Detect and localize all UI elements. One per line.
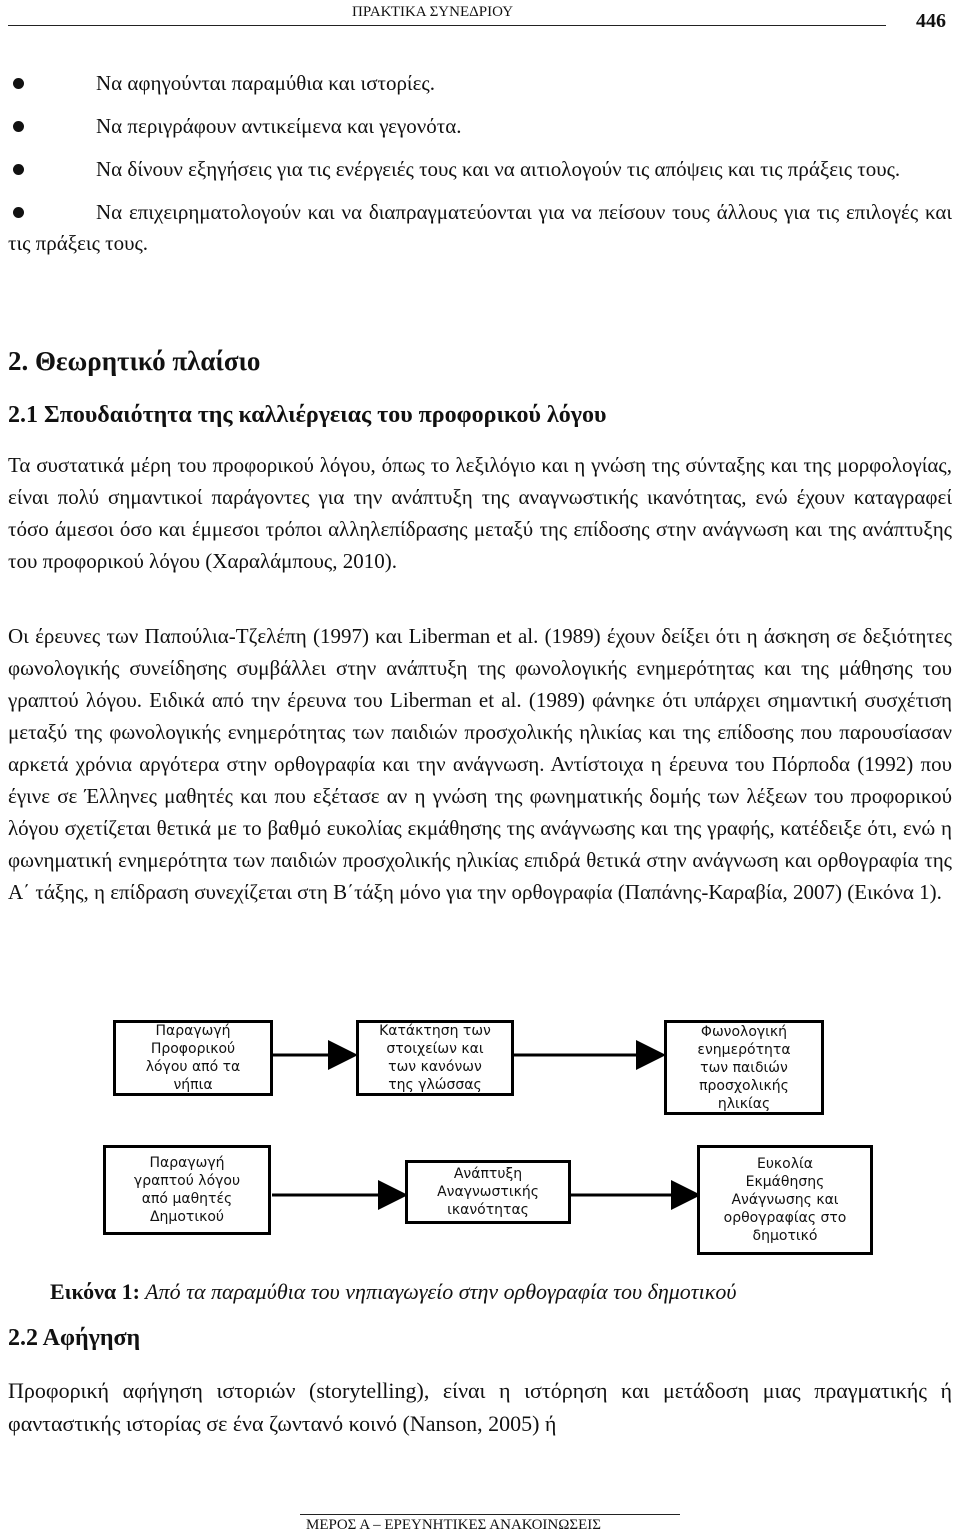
bullet-text: Να δίνουν εξηγήσεις για τις ενέργειές τους και να αιτιολογούν τις απόψεις και τις πράξεις τους. (96, 157, 901, 181)
figure-caption (50, 1279, 736, 1305)
bullet-text: Να αφηγούνται παραμύθια και ιστορίες. (96, 71, 435, 95)
bullet-icon (13, 164, 24, 175)
footer-rule (300, 1514, 680, 1515)
bullet-text: Να περιγράφουν αντικείμενα και γεγονότα. (96, 114, 462, 138)
header-title: ΠΡΑΚΤΙΚΑ ΣΥΝΕΔΡΙΟΥ (352, 4, 514, 20)
subsection-heading: 2.1 Σπουδαιότητα της καλλιέργειας του προφορικού λόγου (8, 402, 607, 428)
page-number: 446 (916, 10, 946, 32)
bullet-list (8, 68, 952, 271)
figure-diagram (0, 1010, 960, 1280)
diagram-box-reading-ease: Ευκολία Εκμάθησης Ανάγνωσης και ορθογραφίας στο δημοτικό (697, 1145, 873, 1255)
list-item (8, 154, 952, 185)
section-heading: 2. Θεωρητικό πλαίσιο (8, 346, 261, 376)
subsection-heading-2: 2.2 Αφήγηση (8, 1325, 141, 1351)
diagram-box-phonological-awareness: Φωνολογική ενημερότητα των παιδιών προσχολικής ηλικίας (664, 1020, 824, 1115)
diagram-box-written-production: Παραγωγή γραπτού λόγου από μαθητές Δημοτικού (103, 1145, 271, 1235)
list-item (8, 111, 952, 142)
caption-text: Από τα παραμύθια του νηπιαγωγείο στην ορθογραφία του δημοτικού (145, 1279, 737, 1304)
list-item (8, 197, 952, 259)
bullet-icon (13, 78, 24, 89)
header-rule (8, 25, 886, 26)
paragraph-2: Οι έρευνες των Παπούλια-Τζελέπη (1997) και Liberman et al. (1989) έχουν δείξει ότι η άσκηση σε δεξιότητες φωνολογικής συνείδησης συμβάλλει στην ανάπτυξη της φωνολογικής ενημερότητας και της μάθησης του γραπτού λόγου. Ειδικά από την έρευνα του Liberman et al. (1989) φάνηκε ότι υπάρχει σημαντική συσχέτιση μεταξύ της φωνολογικής ενημερότητας των παιδιών προσχολικής ηλικίας και της επίδοσης που παρουσίασαν αρκετά χρόνια αργότερα στην ορθογραφία και την ανάγνωση. Αντίστοιχα η έρευνα του Πόρποδα (1992) που έγινε σε Έλληνες μαθητές και που εξέτασε αν η γνώση της φωνηματικής δομής των λέξεων του προφορικού λόγου σχετίζεται θετικά με το βαθμό ευκολίας εκμάθησης της ανάγνωσης και της γραφής, κατέδειξε ότι, ενώ η φωνηματική ενημερότητα των παιδιών προσχολικής ηλικίας επιδρά θετικά στην ανάγνωση και ορθογραφία της Α΄ τάξης, η επίδραση συνεχίζεται στη Β΄τάξη μόνο για την ορθογραφία (Παπάνης-Καραβία, 2007) (Εικόνα 1). (8, 624, 952, 904)
bullet-icon (13, 121, 24, 132)
diagram-box-reading-ability: Ανάπτυξη Αναγνωστικής ικανότητας (405, 1160, 571, 1224)
bullet-icon (13, 207, 24, 218)
diagram-box-language-rules: Κατάκτηση των στοιχείων και των κανόνων της γλώσσας (356, 1020, 514, 1096)
bullet-text: Να επιχειρηματολογούν και να διαπραγματεύονται για να πείσουν τους άλλους για τις επιλογές και τις πράξεις τους. (8, 200, 952, 255)
diagram-box-oral-production: Παραγωγή Προφορικού λόγου από τα νήπια (113, 1020, 273, 1096)
list-item (8, 68, 952, 99)
caption-label: Εικόνα 1: (50, 1279, 141, 1304)
paragraph-3: Προφορική αφήγηση ιστοριών (storytelling), είναι η ιστόρηση και μετάδοση μιας πραγματικής ή φανταστικής ιστορίας σε ένα ζωντανό κοινό (Nanson, 2005) ή (8, 1378, 952, 1436)
footer-text: ΜΕΡΟΣ Α – ΕΡΕΥΝΗΤΙΚΕΣ ΑΝΑΚΟΙΝΩΣΕΙΣ (306, 1517, 602, 1533)
paragraph-1: Τα συστατικά μέρη του προφορικού λόγου, όπως το λεξιλόγιο και η γνώση της σύνταξης και της μορφολογίας, είναι πολύ σημαντικοί παράγοντες για την ανάπτυξη της αναγνωστικής ικανότητας, ενώ έχουν καταγραφεί τόσο άμεσοι όσο και έμμεσοι τρόποι αλληλεπίδρασης μεταξύ της επίδοσης στην ανάγνωση και της ανάπτυξης του προφορικού λόγου (Χαραλάμπους, 2010). (8, 453, 952, 573)
